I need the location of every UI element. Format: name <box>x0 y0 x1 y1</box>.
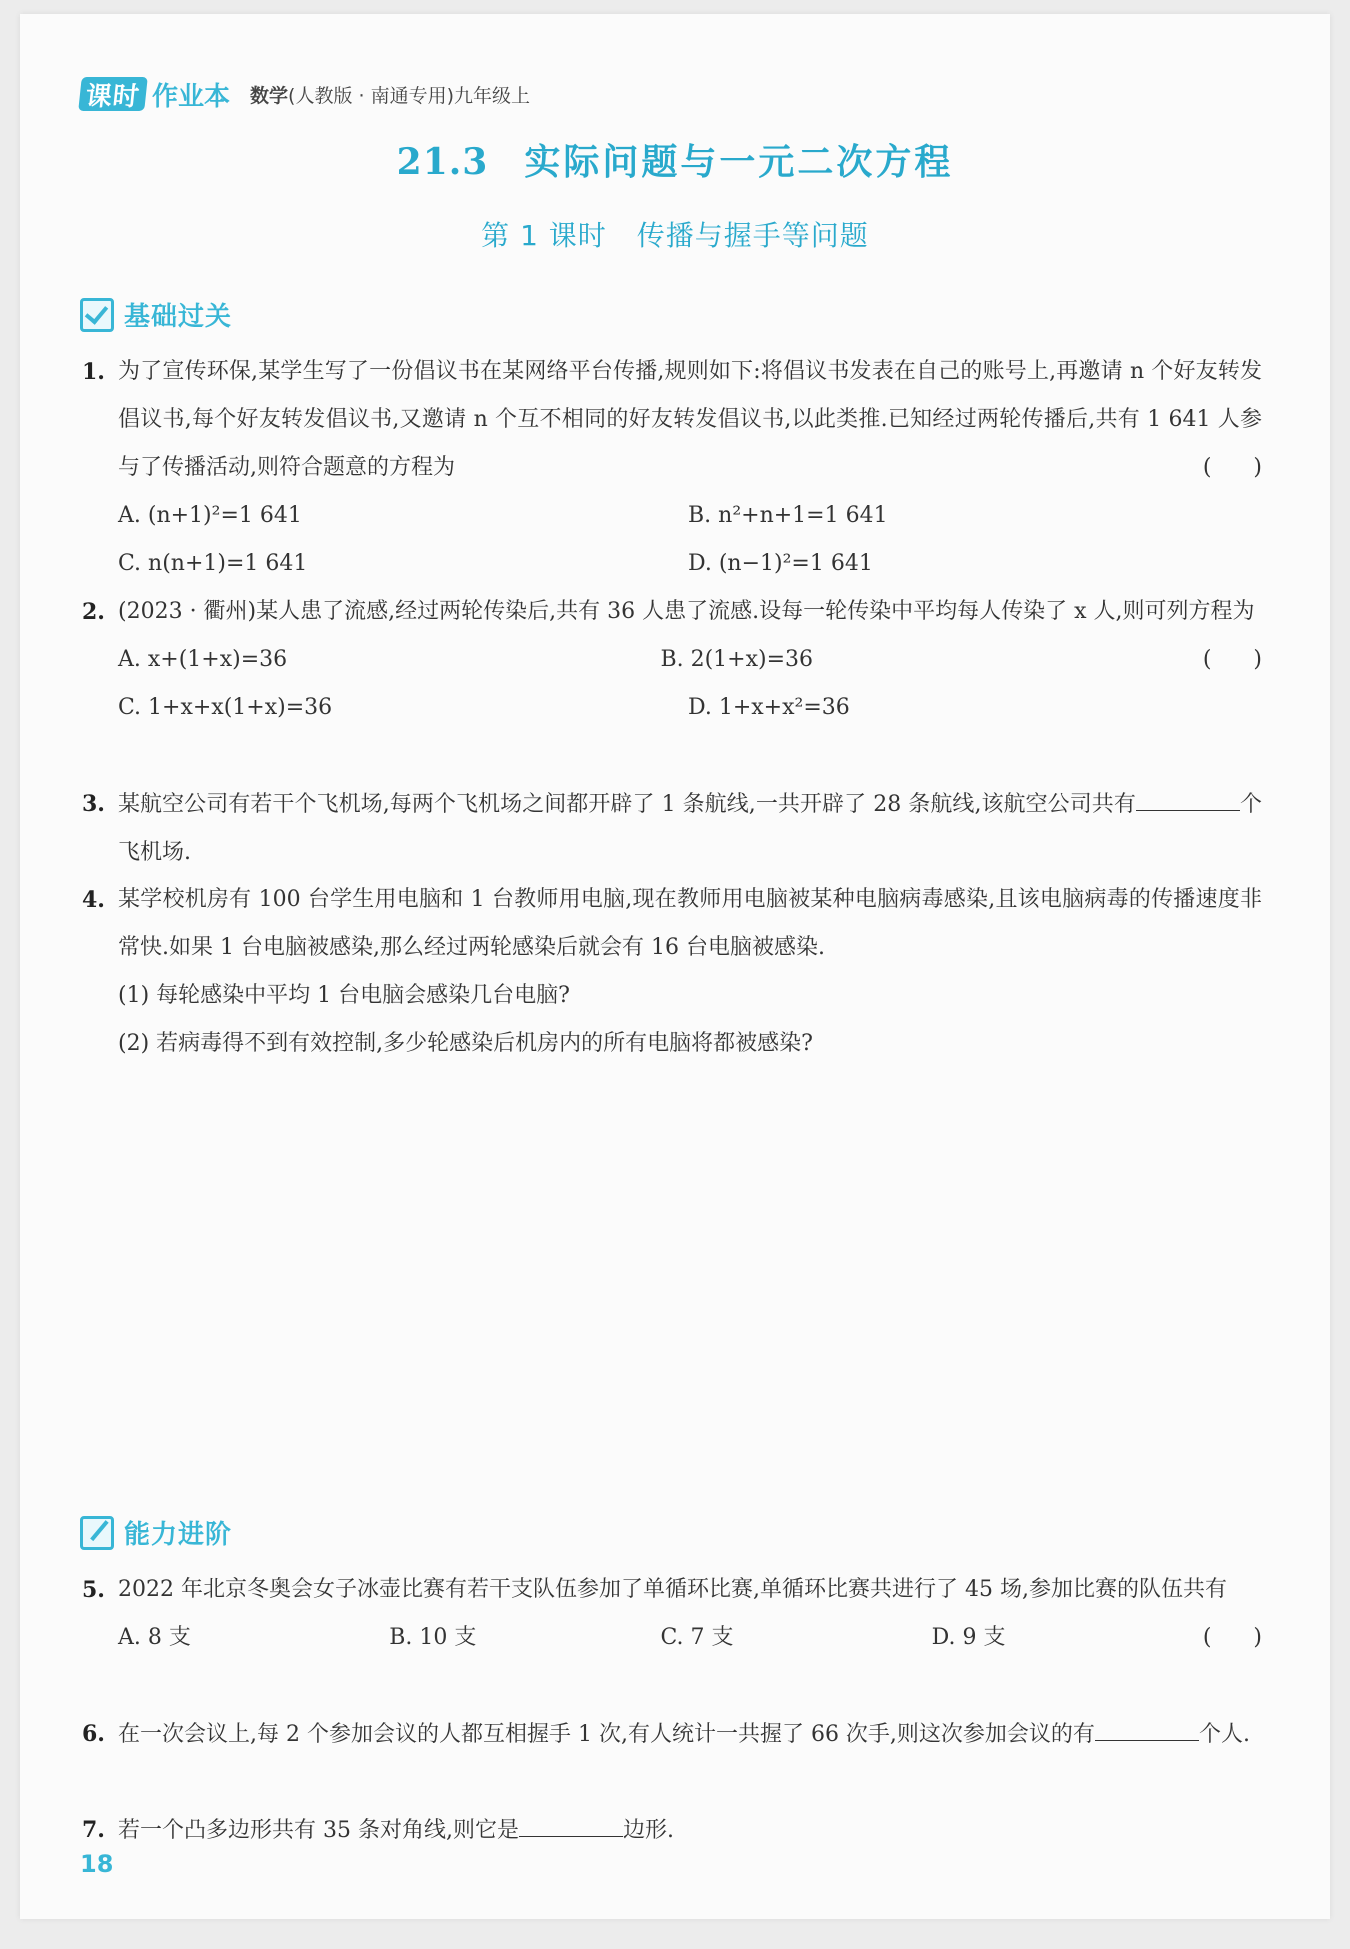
lesson-label: 第 1 课时 <box>481 219 607 252</box>
option-c[interactable]: C. 1+x+x(1+x)=36 <box>118 695 333 720</box>
workbook-page <box>20 14 1330 1919</box>
question-number: 7. <box>82 1817 105 1843</box>
book-header <box>80 76 530 112</box>
option-a[interactable]: A. 8 支 <box>118 1625 191 1650</box>
sub-question-1: (1) 每轮感染中平均 1 台电脑会感染几台电脑? <box>118 983 570 1008</box>
question-1-stem: 为了宣传环保,某学生写了一份倡议书在某网络平台传播,规则如下:将倡议书发表在自己的账号上,再邀请 n 个好友转发倡议书,每个好友转发倡议书,又邀请 n 个互不相同的好友转发倡议书,以此类推.已知经过两轮传播后,共有 1 641 人参与了传播活动,则符合题意的方程为 <box>118 359 1262 480</box>
question-text: 某学校机房有 100 台学生用电脑和 1 台教师用电脑,现在教师用电脑被某种电脑病毒感染,且该电脑病毒的传播速度非常快.如果 1 台电脑被感染,那么经过两轮感染后就会有 16 台电脑被感染. <box>118 887 1262 960</box>
brand-name: 作业本 <box>152 81 231 112</box>
section-number: 21.3 <box>396 141 489 183</box>
option-b[interactable]: B. 2(1+x)=36 <box>660 647 814 672</box>
answer-bracket[interactable]: ( ) <box>1202 1625 1262 1650</box>
question-6-stem: 在一次会议上,每 2 个参加会议的人都互相握手 1 次,有人统计一共握了 66 次手,则这次参加会议的有 <box>118 1722 1095 1747</box>
question-text <box>118 1710 1262 1759</box>
part-basic-header <box>80 296 232 333</box>
question-2-stem: (2023 · 衢州)某人患了流感,经过两轮传染后,共有 36 人患了流感.设每一轮传染中平均每人传染了 x 人,则可列方程为 <box>118 599 1255 624</box>
section-title <box>20 134 1330 185</box>
options-row <box>118 492 1262 540</box>
option-d[interactable]: D. (n−1)²=1 641 <box>688 551 873 576</box>
answer-blank[interactable] <box>1136 780 1240 811</box>
part-advanced-header <box>80 1514 232 1551</box>
question-1 <box>82 348 1262 588</box>
lesson-title <box>20 214 1330 254</box>
page-number: 18 <box>80 1850 114 1878</box>
question-2 <box>82 588 1262 732</box>
book-info <box>250 81 530 108</box>
question-5 <box>82 1566 1262 1662</box>
options-row <box>118 636 1203 684</box>
option-d[interactable]: D. 1+x+x²=36 <box>688 695 850 720</box>
option-c[interactable]: C. 7 支 <box>660 1625 734 1650</box>
question-text <box>118 1806 1262 1855</box>
answer-blank[interactable] <box>1095 1710 1199 1741</box>
question-number: 6. <box>82 1721 105 1747</box>
brand-logo: 课时 <box>78 77 148 111</box>
question-number: 3. <box>82 791 105 817</box>
option-c[interactable]: C. n(n+1)=1 641 <box>118 551 308 576</box>
part-advanced-label: 能力进阶 <box>124 1520 233 1550</box>
options-row <box>118 684 1262 732</box>
question-7-tail: 边形. <box>622 1818 674 1843</box>
question-number: 2. <box>82 599 105 625</box>
question-3-stem: 某航空公司有若干个飞机场,每两个飞机场之间都开辟了 1 条航线,一共开辟了 28 条航线,该航空公司共有 <box>118 792 1136 817</box>
question-number: 5. <box>82 1577 105 1603</box>
question-4 <box>82 876 1262 1068</box>
question-3-tail: 个飞机场. <box>118 792 1262 865</box>
options-row <box>118 540 1262 588</box>
part-basic-label: 基础过关 <box>124 302 233 332</box>
option-b[interactable]: B. n²+n+1=1 641 <box>688 503 888 528</box>
option-d[interactable]: D. 9 支 <box>931 1625 1006 1650</box>
question-number: 1. <box>82 359 105 385</box>
answer-bracket[interactable]: ( ) <box>1202 455 1262 480</box>
option-a[interactable]: A. x+(1+x)=36 <box>118 647 288 672</box>
answer-blank[interactable] <box>519 1806 623 1837</box>
checkbox-icon <box>80 298 114 332</box>
lesson-heading: 传播与握手等问题 <box>636 219 869 252</box>
sub-question-2: (2) 若病毒得不到有效控制,多少轮感染后机房内的所有电脑将都被感染? <box>118 1031 813 1056</box>
question-7 <box>82 1806 1262 1855</box>
edition-info: (人教版 · 南通专用)九年级上 <box>288 84 530 107</box>
pen-icon <box>80 1516 114 1550</box>
section-heading: 实际问题与一元二次方程 <box>524 141 954 183</box>
question-3 <box>82 780 1262 877</box>
question-5-stem: 2022 年北京冬奥会女子冰壶比赛有若干支队伍参加了单循环比赛,单循环比赛共进行了 45 场,参加比赛的队伍共有 <box>118 1577 1227 1602</box>
question-6-tail: 个人. <box>1198 1722 1250 1747</box>
question-text <box>118 348 1262 492</box>
option-a[interactable]: A. (n+1)²=1 641 <box>118 503 302 528</box>
question-text <box>118 780 1262 877</box>
question-number: 4. <box>82 887 105 913</box>
question-7-stem: 若一个凸多边形共有 35 条对角线,则它是 <box>118 1818 519 1843</box>
options-row <box>118 1614 1203 1662</box>
question-6 <box>82 1710 1262 1759</box>
option-b[interactable]: B. 10 支 <box>389 1625 477 1650</box>
answer-bracket[interactable]: ( ) <box>1202 647 1262 672</box>
subject-name: 数学 <box>250 84 289 107</box>
